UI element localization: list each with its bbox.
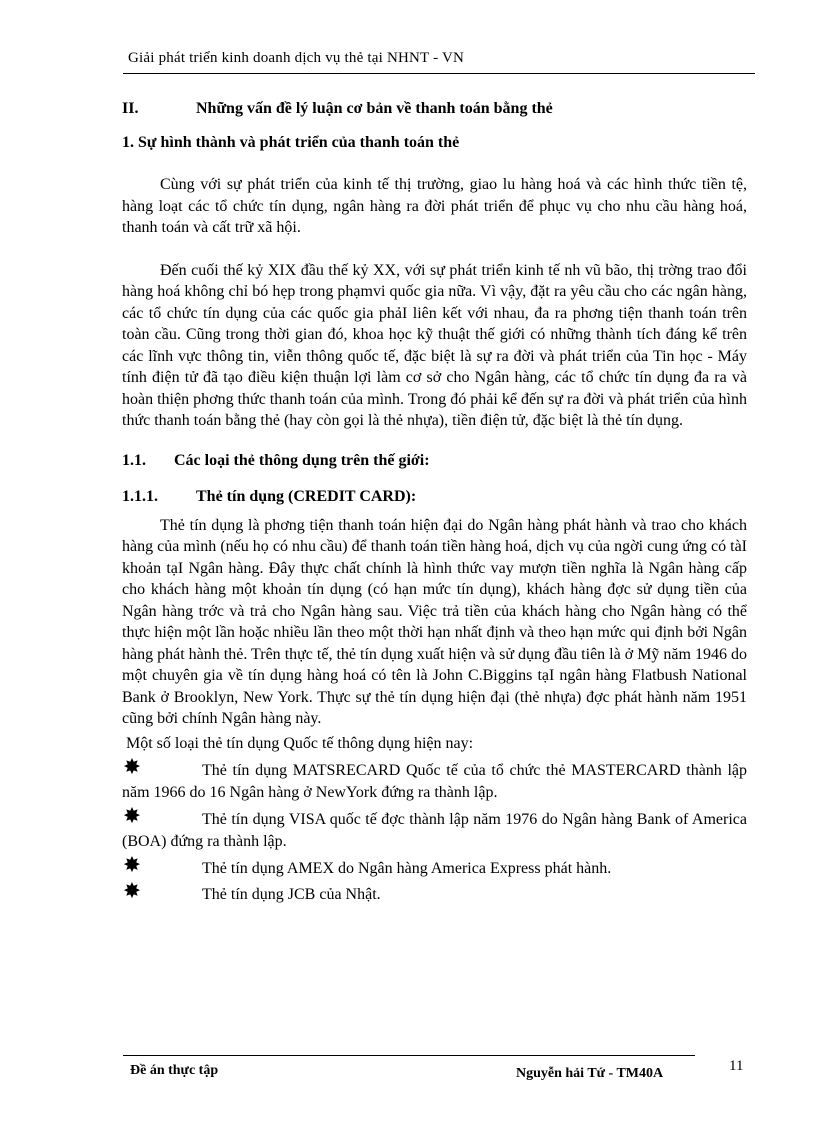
list-item-text: Thẻ tín dụng JCB của Nhật. [202,885,381,903]
list-item [122,757,747,803]
footer-rule [123,1055,695,1056]
section-title: Những vấn đề lý luận cơ bản về thanh toán bằng thẻ [196,100,553,117]
asterisk-bullet-icon: ✸ [124,757,140,778]
paragraph-2: Đến cuối thế kỷ XIX đầu thế kỷ XX, với sự phát triển kinh tế nh vũ bão, thị trờng trao đổi hàng hoá không chỉ bó hẹp trong phạmvi quốc gia nữa. Vì vậy, đặt ra yêu cầu cho các ngân hàng, các tổ chức tín dụng của các quốc gia phảI liên kết với nhau, đa ra phơng tiện thanh toán trên toàn cầu. Cũng trong thời gian đó, khoa học kỹ thuật thế giới có những thành tích đáng kể trên các lĩnh vực thông tin, viễn thông quốc tế, đặc biệt là sự ra đời và phát triển của Tin học - Máy tính điện tử đã tạo điều kiện thuận lợi làm cơ sở cho Ngân hàng, các tổ chức tín dụng đa ra và hoàn thiện phơng thức thanh toán của mình. Trong đó phải kể đến sự ra đời và phát triển của hình thức thanh toán bằng thẻ (hay còn gọi là thẻ nhựa), tiền điện tử, đặc biệt là thẻ tín dụng. [122,261,747,429]
subsection-heading-1-1 [122,452,747,470]
subsection-number-1-1: 1.1. [122,451,146,469]
list-item [122,880,747,906]
subsection-number-1-1-1: 1.1.1. [122,487,158,505]
paragraph-1: Cùng với sự phát triển của kinh tế thị trường, giao lu hàng hoá và các hình thức tiền tệ, hàng loạt các tổ chức tín dụng, ngân hàng ra đời phát triển để phục vụ cho nhu cầu hàng hoá, thanh toán và cất trữ xã hội. [122,176,747,236]
list-item [122,806,747,852]
asterisk-bullet-icon: ✸ [124,855,140,876]
list-item-text: Thẻ tín dụng AMEX do Ngân hàng America Express phát hành. [202,860,612,877]
credit-card-paragraph: Thẻ tín dụng là phơng tiện thanh toán hiện đại do Ngân hàng phát hành và trao cho khách hàng của mình (nếu họ có nhu cầu) để thanh toán tiền hàng hoá, dịch vụ của ngời cung ứng có tàI khoản tạI Ngân hàng. Đây thực chất chính là hình thức vay mượn tiền nghĩa là Ngân hàng cấp cho khách hàng một khoản tín dụng (có hạn mức tín dụng), khách hàng đợc sử dụng tiền của Ngân hàng trớc và trả cho Ngân hàng sau. Việc trả tiền của khách hàng cho Ngân hàng có thể thực hiện một lần hoặc nhiều lần theo một thời hạn nhất định và theo hạn mức qui định bởi Ngân hàng phát hành thẻ. Trên thực tế, thẻ tín dụng xuất hiện và sử dụng đầu tiên là ở Mỹ năm 1946 do một chuyên gia về tín dụng hàng hoá có tên là John C.Biggins tạI ngân hàng Flatbush National Bank ở Brooklyn, New York. Thực sự thẻ tín dụng hiện đại (thẻ nhựa) đợc phát hành năm 1951 cũng bởi chính Ngân hàng này. [122,516,747,727]
running-header: Giải phát triển kinh doanh dịch vụ thẻ tại NHNT - VN [128,50,465,66]
footer-left-text: Đề án thực tập [130,1063,219,1078]
section-number: II. [122,100,139,117]
subsection-title-1-1: Các loại thẻ thông dụng trên thế giới: [174,451,430,469]
subsection-heading-1-1-1 [122,488,747,506]
list-intro: Một số loại thẻ tín dụng Quốc tế thông dụng hiện nay: [126,734,474,752]
header-rule [123,73,755,74]
subsection-title-1-1-1: Thẻ tín dụng (CREDIT CARD): [196,487,417,505]
footer-author: Nguyễn hải Tứ - TM40A [516,1066,664,1081]
page-body [122,100,747,909]
asterisk-bullet-icon: ✸ [124,880,140,902]
list-item-text: Thẻ tín dụng MATSRECARD Quốc tế của tổ chức thẻ MASTERCARD thành lập năm 1966 do 16 Ngân hàng ở NewYork đứng ra thành lập. [122,762,747,801]
page-number: 11 [729,1058,744,1074]
asterisk-bullet-icon: ✸ [124,806,140,827]
section-heading [122,100,747,118]
subsection-heading-1: 1. Sự hình thành và phát triển của thanh toán thẻ [122,134,460,151]
list-item-text: Thẻ tín dụng VISA quốc tế đợc thành lập năm 1976 do Ngân hàng Bank of America (BOA) đứng ra thành lập. [122,811,747,850]
list-item [122,855,747,880]
